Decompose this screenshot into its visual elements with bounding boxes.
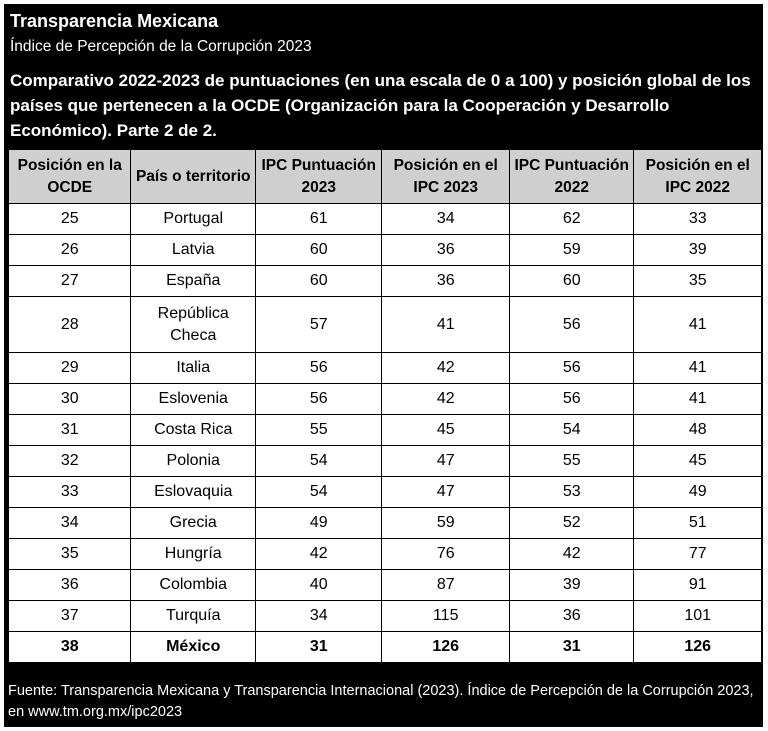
cell-rank-2022: 41	[634, 353, 762, 384]
cell-oecd-position: 25	[9, 204, 131, 235]
cell-score-2023: 60	[255, 266, 382, 297]
cell-score-2023: 55	[255, 415, 382, 446]
col-header-oecd-position: Posición en la OCDE	[9, 150, 131, 204]
cell-rank-2022: 51	[634, 508, 762, 539]
cell-country: República Checa	[131, 297, 255, 353]
cell-country: Portugal	[131, 204, 255, 235]
table-row	[9, 204, 762, 235]
table-row	[9, 297, 762, 353]
cell-oecd-position: 35	[9, 539, 131, 570]
cell-oecd-position: 29	[9, 353, 131, 384]
cell-oecd-position: 27	[9, 266, 131, 297]
index-subtitle: Índice de Percepción de la Corrupción 2023	[10, 38, 312, 55]
cell-oecd-position: 30	[9, 384, 131, 415]
table-body	[9, 204, 762, 663]
table-description: Comparativo 2022-2023 de puntuaciones (en una escala de 0 a 100) y posición global de los países que pertenecen a la OCDE (Organización para la Cooperación y Desarrollo Económico). Parte 2 de 2.	[10, 71, 751, 140]
infographic-frame	[4, 4, 763, 727]
cell-rank-2023: 87	[382, 570, 510, 601]
cell-rank-2023: 34	[382, 204, 510, 235]
cell-score-2022: 54	[509, 415, 633, 446]
cell-score-2023: 56	[255, 384, 382, 415]
cell-rank-2023: 42	[382, 353, 510, 384]
cell-oecd-position: 32	[9, 446, 131, 477]
cell-score-2022: 53	[509, 477, 633, 508]
cell-country: Italia	[131, 353, 255, 384]
cell-score-2023: 54	[255, 477, 382, 508]
col-header-score-2023: IPC Puntuación 2023	[255, 150, 382, 204]
cell-country: Polonia	[131, 446, 255, 477]
cell-rank-2023: 76	[382, 539, 510, 570]
cell-score-2022: 39	[509, 570, 633, 601]
cell-rank-2023: 36	[382, 266, 510, 297]
cell-oecd-position: 26	[9, 235, 131, 266]
cell-country: Costa Rica	[131, 415, 255, 446]
cell-rank-2023: 41	[382, 297, 510, 353]
cell-oecd-position: 28	[9, 297, 131, 353]
cell-score-2022: 60	[509, 266, 633, 297]
cell-rank-2022: 35	[634, 266, 762, 297]
cell-rank-2022: 39	[634, 235, 762, 266]
cell-oecd-position: 33	[9, 477, 131, 508]
cell-rank-2022: 33	[634, 204, 762, 235]
cell-score-2023: 61	[255, 204, 382, 235]
cell-score-2022: 59	[509, 235, 633, 266]
cell-score-2023: 31	[255, 632, 382, 663]
cell-rank-2022: 77	[634, 539, 762, 570]
ranking-table	[8, 149, 762, 663]
cell-score-2023: 57	[255, 297, 382, 353]
table-header-row	[9, 150, 762, 204]
cell-rank-2023: 47	[382, 446, 510, 477]
cell-rank-2022: 45	[634, 446, 762, 477]
cell-oecd-position: 36	[9, 570, 131, 601]
cell-rank-2022: 49	[634, 477, 762, 508]
cell-score-2023: 40	[255, 570, 382, 601]
cell-country: México	[131, 632, 255, 663]
cell-score-2022: 55	[509, 446, 633, 477]
cell-rank-2023: 47	[382, 477, 510, 508]
cell-rank-2023: 115	[382, 601, 510, 632]
cell-rank-2023: 36	[382, 235, 510, 266]
organization-title: Transparencia Mexicana	[10, 11, 219, 31]
table-row	[9, 508, 762, 539]
cell-rank-2023: 45	[382, 415, 510, 446]
table-row	[9, 601, 762, 632]
cell-score-2022: 31	[509, 632, 633, 663]
col-header-score-2022: IPC Puntuación 2022	[509, 150, 633, 204]
cell-score-2022: 56	[509, 353, 633, 384]
cell-score-2023: 54	[255, 446, 382, 477]
table-row	[9, 353, 762, 384]
col-header-rank-2022: Posición en el IPC 2022	[634, 150, 762, 204]
cell-rank-2022: 41	[634, 384, 762, 415]
table-row	[9, 415, 762, 446]
cell-score-2023: 34	[255, 601, 382, 632]
col-header-country: País o territorio	[131, 150, 255, 204]
cell-oecd-position: 38	[9, 632, 131, 663]
cell-score-2023: 49	[255, 508, 382, 539]
cell-score-2022: 56	[509, 297, 633, 353]
table-row	[9, 384, 762, 415]
cell-rank-2022: 41	[634, 297, 762, 353]
cell-score-2022: 52	[509, 508, 633, 539]
table-row	[9, 477, 762, 508]
cell-rank-2023: 59	[382, 508, 510, 539]
cell-country: Latvia	[131, 235, 255, 266]
cell-rank-2023: 42	[382, 384, 510, 415]
cell-country: España	[131, 266, 255, 297]
cell-oecd-position: 31	[9, 415, 131, 446]
table-row	[9, 446, 762, 477]
cell-country: Turquía	[131, 601, 255, 632]
cell-rank-2022: 48	[634, 415, 762, 446]
source-note: Fuente: Transparencia Mexicana y Transparencia Internacional (2023). Índice de Percepción de la Corrupción 2023, en www.tm.org.mx/ipc2023	[8, 683, 754, 720]
cell-score-2022: 42	[509, 539, 633, 570]
cell-score-2022: 36	[509, 601, 633, 632]
cell-rank-2022: 101	[634, 601, 762, 632]
cell-score-2022: 62	[509, 204, 633, 235]
table-row	[9, 570, 762, 601]
col-header-rank-2023: Posición en el IPC 2023	[382, 150, 510, 204]
cell-score-2023: 60	[255, 235, 382, 266]
cell-oecd-position: 34	[9, 508, 131, 539]
cell-country: Eslovaquia	[131, 477, 255, 508]
cell-score-2022: 56	[509, 384, 633, 415]
table-row	[9, 539, 762, 570]
table-row	[9, 235, 762, 266]
cell-oecd-position: 37	[9, 601, 131, 632]
cell-country: Grecia	[131, 508, 255, 539]
cell-country: Eslovenia	[131, 384, 255, 415]
cell-score-2023: 42	[255, 539, 382, 570]
cell-country: Hungría	[131, 539, 255, 570]
table-row	[9, 632, 762, 663]
cell-country: Colombia	[131, 570, 255, 601]
cell-rank-2023: 126	[382, 632, 510, 663]
table-row	[9, 266, 762, 297]
cell-rank-2022: 91	[634, 570, 762, 601]
cell-rank-2022: 126	[634, 632, 762, 663]
cell-score-2023: 56	[255, 353, 382, 384]
